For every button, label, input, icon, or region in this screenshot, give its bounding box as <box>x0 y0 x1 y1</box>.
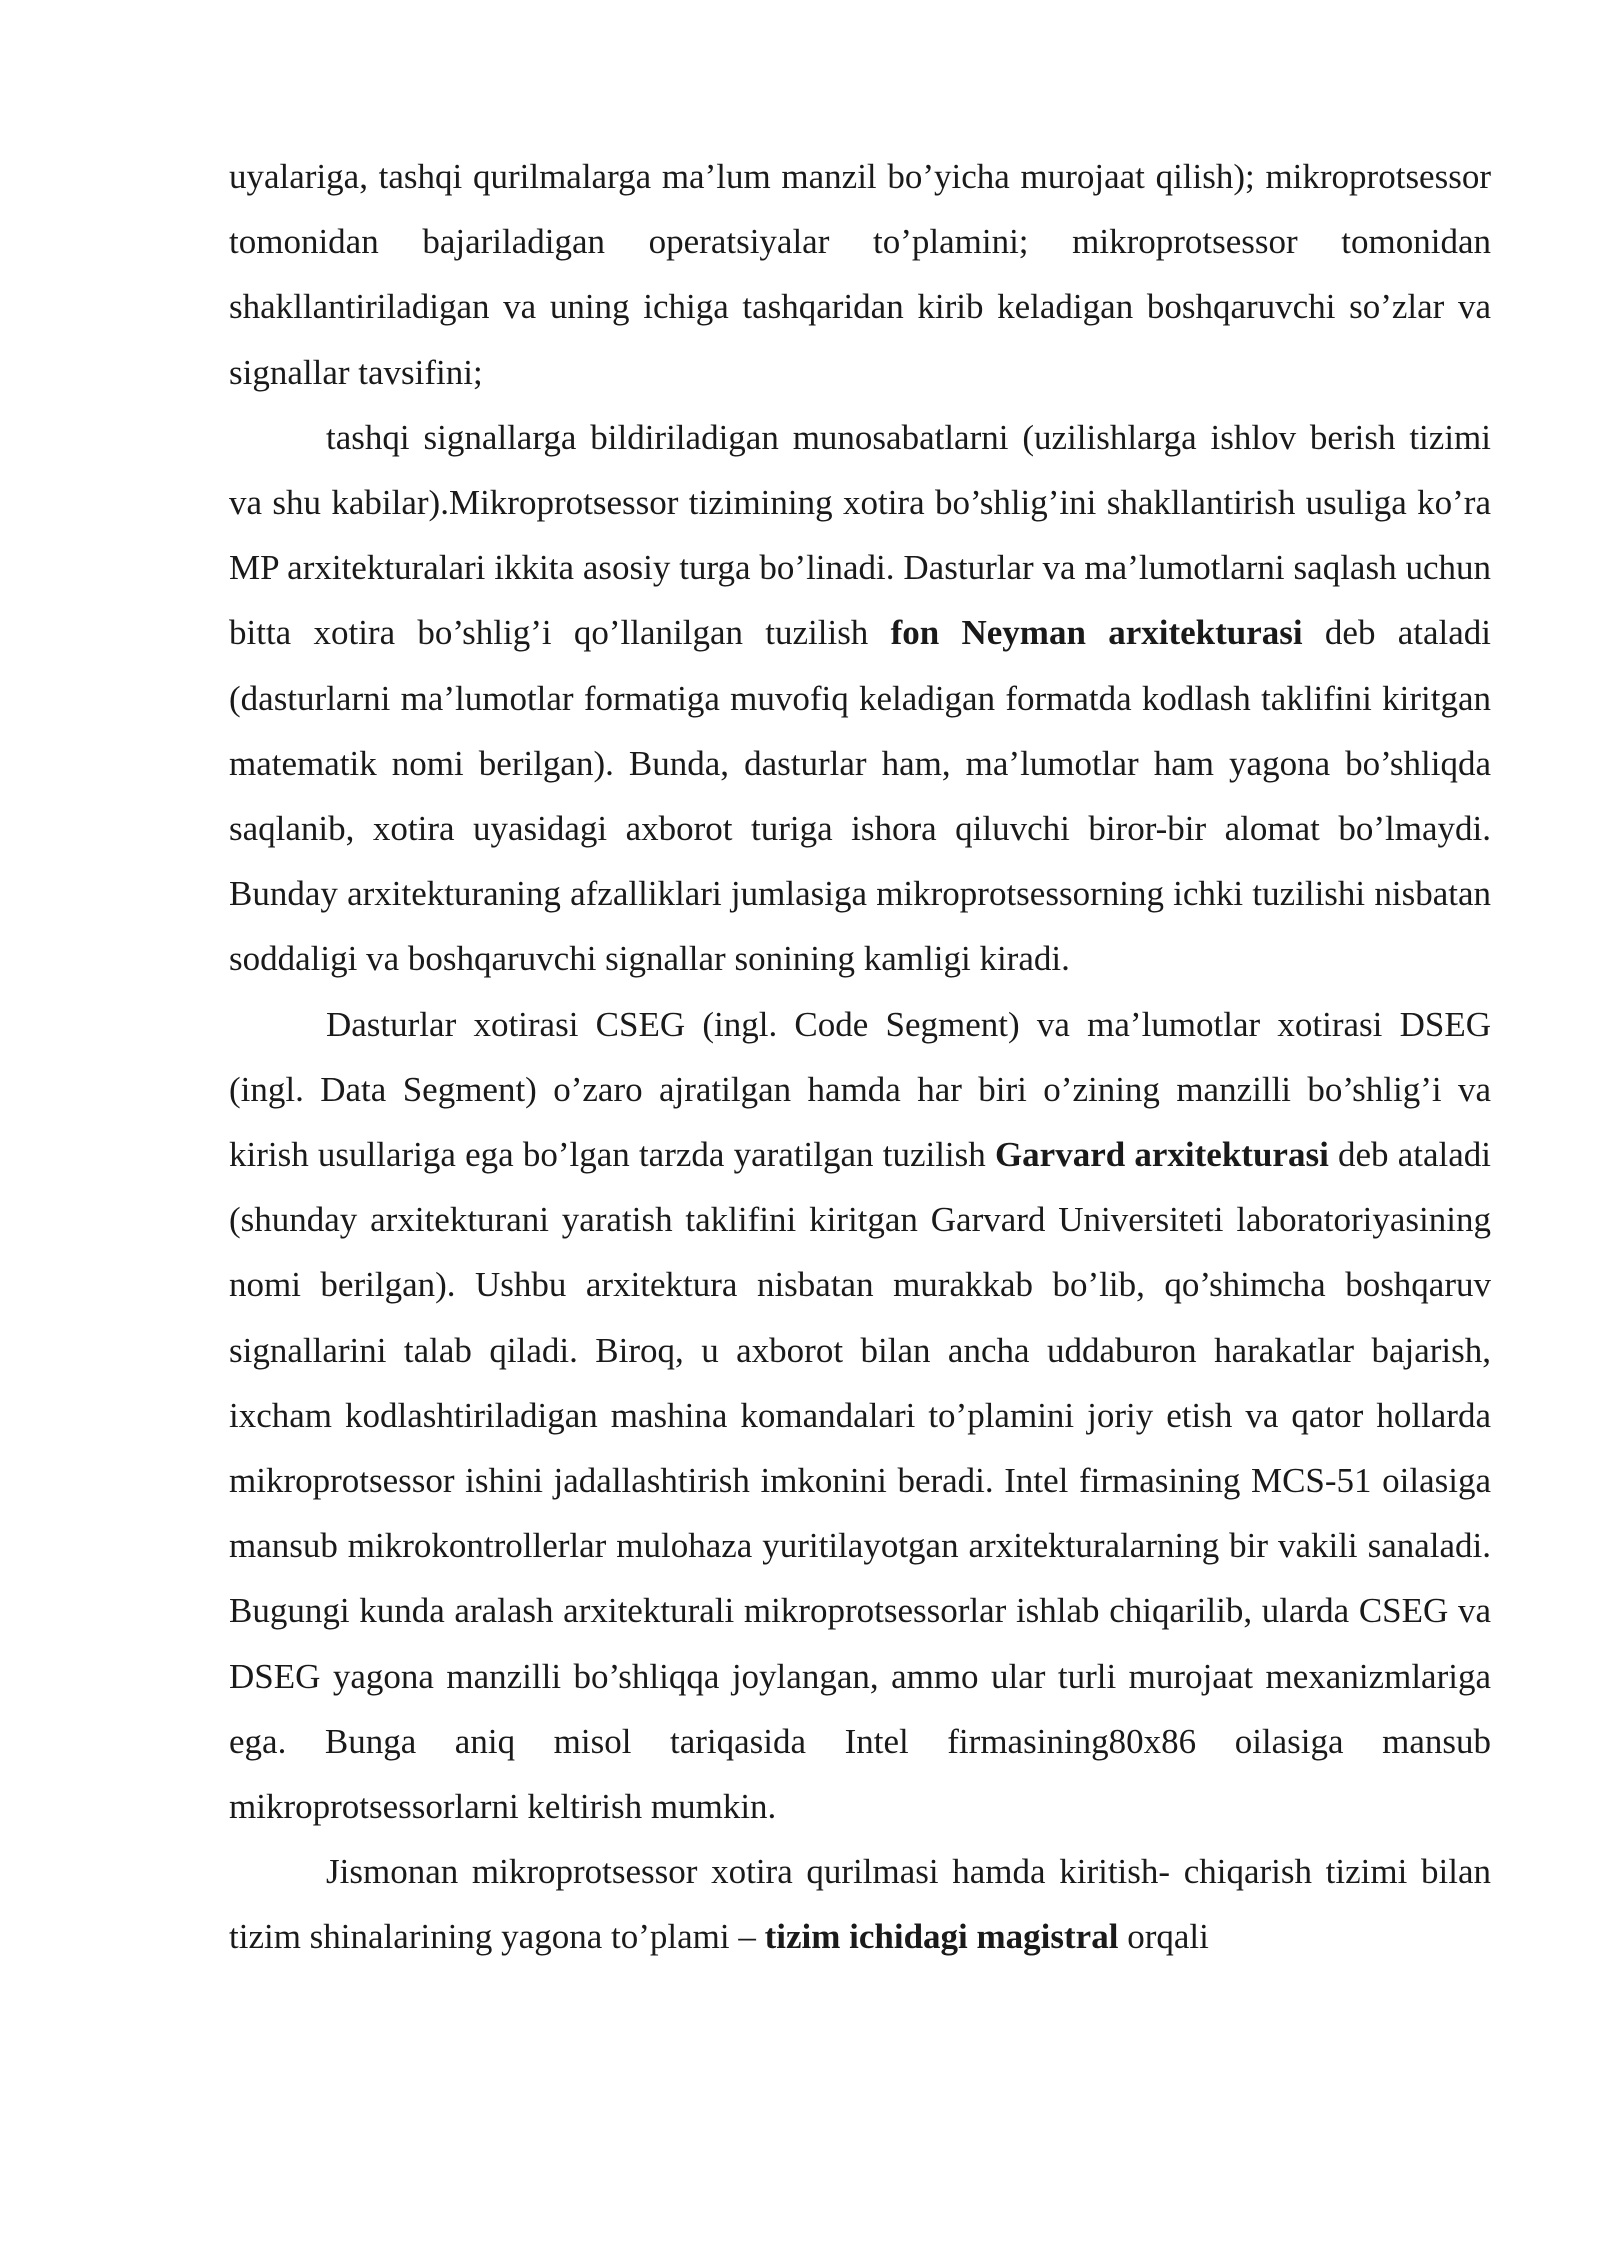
text-run: orqali <box>1118 1917 1209 1957</box>
paragraph-4 <box>229 1839 1491 1969</box>
document-page <box>229 144 1491 1970</box>
paragraph-3 <box>229 992 1491 1840</box>
text-run: Jismonan mikroprotsessor xotira qurilmasi hamda kiritish- chiqarish tizimi bilan tizim shinalarining yagona to’plami – <box>229 1852 1491 1957</box>
paragraph-1 <box>229 144 1491 405</box>
term-tizim-magistral: tizim ichidagi magistral <box>764 1917 1119 1957</box>
text-run: Dasturlar xotirasi CSEG (ingl. Code Segment) va ma’lumotlar xotirasi DSEG (ingl. Data Segment) o’zaro ajratilgan hamda har biri o’zining manzilli bo’shlig’i va kirish usullariga ega bo’lgan tarzda yaratilgan tuzilish <box>229 1004 1491 1175</box>
term-fon-neyman: fon Neyman arxitekturasi <box>890 613 1303 653</box>
text-run: deb ataladi (shunday arxitekturani yaratish taklifini kiritgan Garvard Universiteti laboratoriyasining nomi berilgan). Ushbu arxitektura nisbatan murakkab bo’lib, qo’shimcha boshqaruv signallarini talab qiladi. Biroq, u axborot bilan ancha uddaburon harakatlar bajarish, ixcham kodlashtiriladigan mashina komandalari to’plamini joriy etish va qator hollarda mikroprotsessor ishini jadallashtirish imkonini beradi. Intel firmasining MCS-51 oilasiga mansub mikrokontrollerlar mulohaza yuritilayotgan arxitekturalarning bir vakili sanaladi. Bugungi kunda aralash arxitekturali mikroprotsessorlar ishlab chiqarilib, ularda CSEG va DSEG yagona manzilli bo’shliqqa joylangan, ammo ular turli murojaat mexanizmlariga ega. Bunga aniq misol tariqasida Intel firmasining80x86 oilasiga mansub mikroprotsessorlarni keltirish mumkin. <box>229 1135 1491 1827</box>
text-run: deb ataladi (dasturlarni ma’lumotlar formatiga muvofiq keladigan formatda kodlash taklifini kiritgan matematik nomi berilgan). Bunda, dasturlar ham, ma’lumotlar ham yagona bo’shliqda saqlanib, xotira uyasidagi axborot turiga ishora qiluvchi biror-bir alomat bo’lmaydi. Bunday arxitekturaning afzalliklari jumlasiga mikroprotsessorning ichki tuzilishi nisbatan soddaligi va boshqaruvchi signallar sonining kamligi kiradi. <box>229 613 1491 979</box>
paragraph-2 <box>229 405 1491 992</box>
text-run: uyalariga, tashqi qurilmalarga ma’lum manzil bo’yicha murojaat qilish); mikroprotsessor tomonidan bajariladigan operatsiyalar to’plamini; mikroprotsessor tomonidan shakllantiriladigan va uning ichiga tashqaridan kirib keladigan boshqaruvchi so’zlar va signallar tavsifini; <box>229 157 1491 392</box>
text-run: tashqi signallarga bildiriladigan munosabatlarni (uzilishlarga ishlov berish tizimi va shu kabilar).Mikroprotsessor tizimining xotira bo’shlig’ini shakllantirish usuliga ko’ra MP arxitekturalari ikkita asosiy turga bo’linadi. Dasturlar va ma’lumotlarni saqlash uchun bitta xotira bo’shlig’i qo’llanilgan tuzilish <box>229 417 1491 653</box>
term-garvard: Garvard arxitekturasi <box>994 1135 1329 1175</box>
